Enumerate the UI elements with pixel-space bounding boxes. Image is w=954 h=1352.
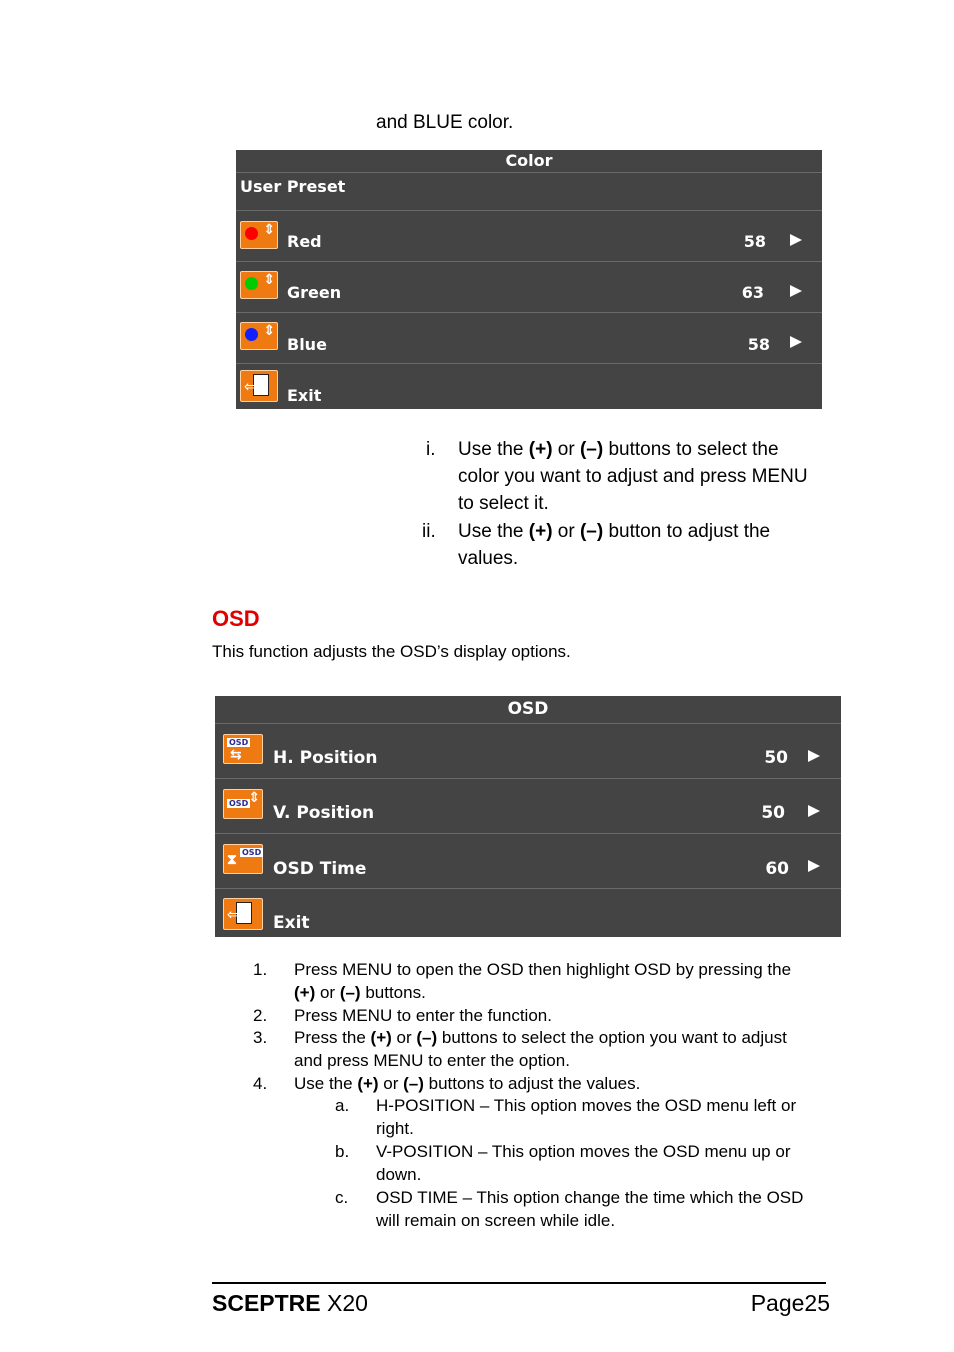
color-row-exit[interactable] (236, 364, 822, 408)
step-number: 2. (253, 1006, 268, 1025)
section-heading: OSD (212, 606, 260, 631)
color-menu-subtitle-row (236, 173, 822, 211)
blue-dot-icon (245, 328, 258, 341)
color-row-value: 58 (747, 335, 770, 354)
osd-horizontal-icon (223, 734, 263, 764)
osd-badge: OSD (229, 799, 249, 808)
color-row-green[interactable] (236, 262, 822, 313)
osd-row-osd-time[interactable] (215, 834, 841, 889)
substep-text: will remain on screen while idle. (376, 1211, 616, 1230)
osd-badge: OSD (242, 848, 262, 857)
green-adjust-icon (240, 271, 278, 299)
minus-button-ref: (–) (339, 983, 361, 1002)
color-row-red[interactable] (236, 211, 822, 262)
substep-letter: a. (335, 1096, 350, 1115)
list-item (335, 1140, 845, 1186)
up-down-icon: ⇕ (263, 323, 275, 339)
color-menu-panel (236, 150, 822, 409)
plus-button-ref: (+) (370, 1028, 392, 1047)
step-number: 4. (253, 1074, 268, 1093)
up-down-icon: ⇕ (263, 272, 275, 288)
red-adjust-icon (240, 221, 278, 249)
osd-row-exit[interactable] (215, 889, 841, 939)
step-text: or (378, 1074, 404, 1093)
substep-letter: b. (335, 1142, 350, 1161)
substep-text: down. (376, 1165, 422, 1184)
osd-row-value: 50 (761, 803, 785, 823)
step-number: ii. (422, 521, 436, 542)
step-text: or (315, 983, 340, 1002)
step-text: values. (458, 548, 519, 569)
substep-letter: c. (335, 1188, 349, 1207)
step-text: and press MENU to enter the option. (294, 1051, 570, 1070)
osd-row-v-position[interactable] (215, 779, 841, 834)
substep-text: V-POSITION – This option moves the OSD menu up or (376, 1142, 791, 1161)
color-row-label: Blue (287, 335, 327, 354)
substep-text: OSD TIME – This option change the time which the OSD (376, 1188, 804, 1207)
model-name: X20 (320, 1290, 368, 1316)
osd-row-h-position[interactable] (215, 724, 841, 779)
right-arrow-icon[interactable] (790, 285, 802, 297)
step-text: button to adjust the (603, 521, 771, 542)
color-menu-subtitle: User Preset (240, 177, 346, 196)
substep-text: H-POSITION – This option moves the OSD menu left or (376, 1096, 797, 1115)
color-row-label: Red (287, 232, 322, 251)
step-text: or (552, 521, 580, 542)
step-text: Use the (294, 1074, 358, 1093)
right-arrow-icon[interactable] (808, 805, 820, 817)
section-description: This function adjusts the OSD’s display options. (212, 642, 571, 661)
list-item (335, 1186, 845, 1232)
osd-menu-panel (215, 696, 841, 937)
osd-time-icon (223, 844, 263, 874)
exit-icon (240, 370, 278, 402)
color-row-value: 58 (743, 232, 766, 251)
step-text: or (552, 439, 580, 460)
list-item (253, 1026, 843, 1072)
list-item (253, 1072, 843, 1094)
list-item (253, 1004, 843, 1026)
left-arrow-icon: ⇦ (244, 379, 256, 395)
step-text: Use the (458, 439, 529, 460)
step-number: 3. (253, 1028, 268, 1047)
footer-brand (212, 1289, 368, 1317)
osd-row-label: OSD Time (273, 859, 367, 879)
color-row-label: Exit (287, 386, 322, 405)
osd-row-value: 60 (765, 859, 789, 879)
up-down-icon: ⇕ (248, 790, 260, 806)
plus-button-ref: (+) (528, 521, 553, 542)
step-text: Press MENU to enter the function. (294, 1006, 552, 1025)
osd-badge: OSD (229, 738, 249, 747)
step-text: buttons to select the option you want to adjust (437, 1028, 787, 1047)
step-text: buttons to adjust the values. (423, 1074, 641, 1093)
blue-adjust-icon (240, 322, 278, 350)
right-arrow-icon[interactable] (808, 860, 820, 872)
up-down-icon: ⇕ (263, 222, 275, 238)
step-text: Press the (294, 1028, 371, 1047)
right-arrow-icon[interactable] (808, 750, 820, 762)
osd-row-label: V. Position (273, 803, 375, 823)
right-arrow-icon[interactable] (790, 234, 802, 246)
footer-divider (212, 1282, 826, 1284)
osd-row-label: H. Position (273, 748, 378, 768)
osd-vertical-icon (223, 789, 263, 819)
color-row-value: 63 (741, 283, 764, 302)
list-item (335, 1094, 845, 1140)
step-text: to select it. (458, 493, 549, 514)
intro-text: and BLUE color. (376, 112, 514, 133)
color-row-blue[interactable] (236, 313, 822, 364)
minus-button-ref: (–) (579, 521, 604, 542)
green-dot-icon (245, 277, 258, 290)
right-arrow-icon[interactable] (790, 336, 802, 348)
color-menu-title: Color (236, 150, 822, 173)
substeps-list (335, 1094, 845, 1232)
left-right-arrows-icon: ⇆ (230, 747, 242, 763)
list-item (253, 958, 843, 1004)
osd-row-value: 50 (764, 748, 788, 768)
page-number: Page25 (750, 1290, 830, 1316)
minus-button-ref: (–) (579, 439, 604, 460)
left-arrow-icon: ⇦ (227, 907, 239, 923)
exit-icon (223, 898, 263, 930)
minus-button-ref: (–) (416, 1028, 438, 1047)
osd-row-label: Exit (273, 913, 310, 933)
plus-button-ref: (+) (528, 439, 553, 460)
step-text: color you want to adjust and press MENU (458, 466, 808, 487)
plus-button-ref: (+) (294, 983, 316, 1002)
red-dot-icon (245, 227, 258, 240)
step-text: buttons. (360, 983, 426, 1002)
brand-name: SCEPTRE (212, 1290, 321, 1316)
step-number: i. (426, 439, 436, 460)
substep-text: right. (376, 1119, 414, 1138)
step-text: buttons to select the (603, 439, 779, 460)
color-row-label: Green (287, 283, 342, 302)
steps-list (253, 958, 843, 1094)
hourglass-icon: ⧗ (227, 852, 237, 868)
step-text: Use the (458, 521, 529, 542)
step-number: 1. (253, 960, 268, 979)
minus-button-ref: (–) (403, 1074, 424, 1093)
step-text: or (391, 1028, 417, 1047)
plus-button-ref: (+) (357, 1074, 379, 1093)
step-text: Press MENU to open the OSD then highlight OSD by pressing the (294, 960, 792, 979)
osd-menu-title: OSD (215, 696, 841, 724)
